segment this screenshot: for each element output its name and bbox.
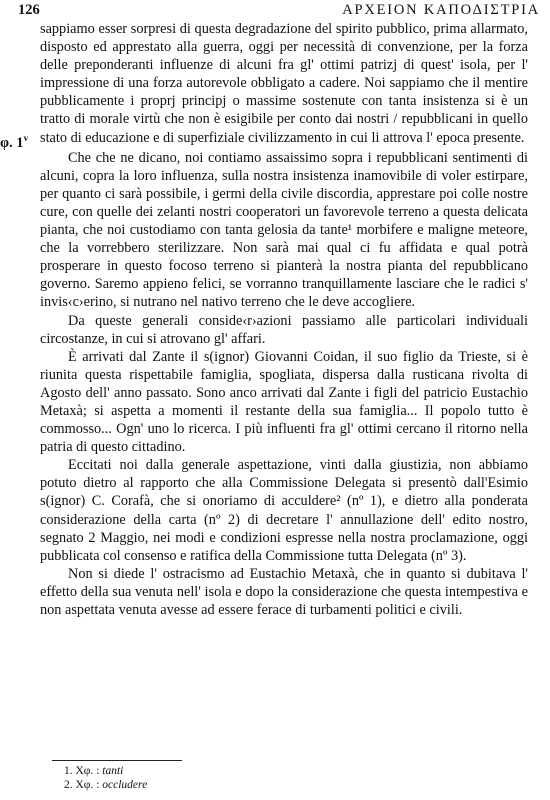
folio-label: φ. 1	[0, 134, 24, 151]
footnote-1-text: tanti	[102, 765, 124, 777]
main-text	[40, 20, 528, 619]
footnote-2-text: occludere	[102, 779, 148, 791]
footnote-2	[40, 778, 147, 792]
paragraph-5: Eccitati noi dalla generale aspettazione, vinti dalla giustizia, non abbiamo potuto dietro al rapporto che alla Commissione Delegata si presentò dall'Esimio s(ignor) C. Corafà, che si onoriamo di acculdere² (nº 1), e dietro alla ponderata considerazione della carta (nº 2) di decretare l' annullazione dell' edito nostro, segnato 2 Maggio, nei modi e condizioni espresse nella nostra proclamazione, oggi pubblicata col consenso e ratifica della Commissione tutta Delegata (nº 3).	[40, 457, 528, 564]
folio-margin-note	[0, 133, 28, 152]
paragraph-3: Da queste generali conside‹r›azioni passiamo alle particolari individuali circostanze, in cui si atrovano gl' affari.	[40, 312, 528, 347]
footnote-1-number: 1. Χφ. :	[64, 765, 100, 777]
page-number: 126	[18, 2, 40, 18]
paragraph-1: sappiamo esser sorpresi di questa degradazione del spirito pubblico, prima allarmato, disposto ed apprestato alla guerra, oggi per necessità di convenzione, per la forza delle preponderanti influenze di alcuni fra gl' ottimi patrizj di quest' isola, per l' impressione di una forza autorevole obbligato a cadere. Noi sappiamo che il mentire pubblicamente i proprj principj o massime sostenute con tanta insistenza si è un tratto di morale virtù che non è esigibile per conto dai nostri / repubblicani in quello stato di educazione e di superfiziale civilizzamento in cui li attrova l' epoca presente.	[40, 21, 528, 146]
paragraph-4: È arrivati dal Zante il s(ignor) Giovanni Coidan, il suo figlio da Trieste, si è riunita questa rispettabile famiglia, spogliata, dispersa dalla rusticana rivolta di Agosto dell' anno passato. Sono anco arrivati dal Zante i figli del patricio Eustachio Metaxà; si aspetta a momenti il restante della sua famiglia... Il popolo tutto è commosso... Ogn' uno lo ricerca. I più influenti fra gl' ottimi cercano il ritorno nella patria di questo cittadino.	[40, 348, 528, 456]
footnotes	[40, 764, 147, 792]
footnote-divider	[52, 760, 182, 761]
paragraph-2: Che che ne dicano, noi contiamo assaissimo sopra i repubblicani sentimenti di alcuni, copra la loro influenza, sulla nostra insistenza inamovibile di voler estirpare, per quanto ci sarà possibile, i germi della civile discordia, apprestare poi colle nostre cure, con quelle dei zelanti nostri cooperatori un favorevole terreno a questa delicata pianta, che noi custodiamo con tanta gelosia da tante¹ morbifere e maligne meteore, che la vorrebbero sterilizzare. Non sarà mai qual ci fu affidata e qual potrà prosperare in questo focoso terreno si pianterà la nostra pianta del repubblicano governo. Saremo appieno felici, se vorranno tranquillamente lasciare che le radici s' invis‹c›erino, si nutrano nel nativo terreno che le deve accogliere.	[40, 149, 528, 311]
footnote-1	[40, 764, 147, 778]
footnote-2-number: 2. Χφ. :	[64, 779, 100, 791]
paragraph-6: Non si diede l' ostracismo ad Eustachio Metaxà, che in quanto si dubitava l' effetto della sua venuta nell' isola e dopo la considerazione che questa intempestiva e non aspettata venuta avesse ad essere ferace di turbamenti politici e civili.	[40, 565, 528, 618]
running-head-title: ΑΡΧΕΙΟΝ ΚΑΠΟΔΙΣΤΡΙΑ	[342, 2, 540, 18]
folio-side: v	[23, 133, 29, 143]
